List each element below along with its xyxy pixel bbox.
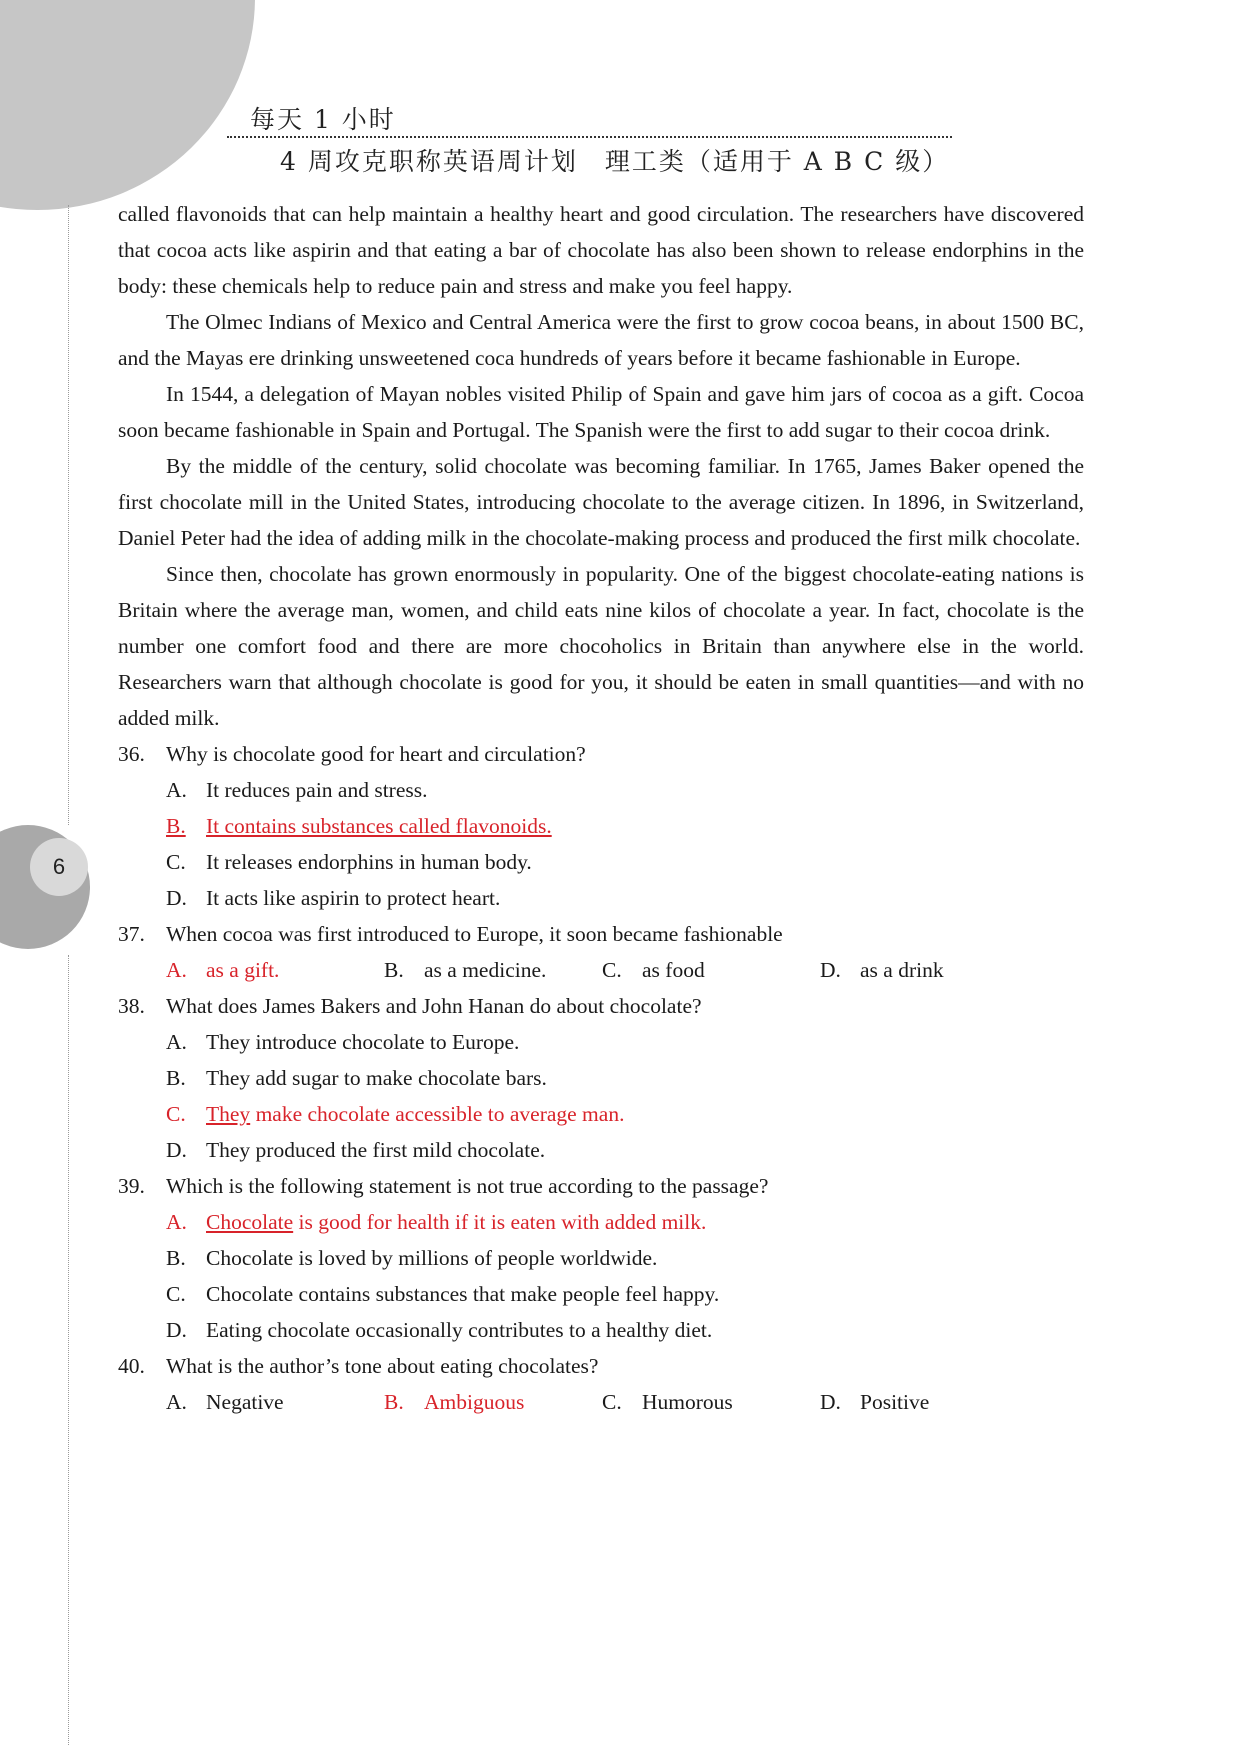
option-39-c: C. Chocolate contains substances that make people feel happy.: [166, 1282, 720, 1306]
passage-paragraph: called flavonoids that can help maintain a healthy heart and good circulation. The researchers have discovered that cocoa acts like aspirin and that eating a bar of chocolate has also been shown to release endorphins in the body: these chemicals help to reduce pain and stress and make you feel happy.: [118, 202, 1084, 298]
question-number: 40.: [118, 1354, 145, 1378]
question-39: [118, 1168, 1084, 1204]
page-number: 6: [30, 838, 88, 896]
option-38-b: B. They add sugar to make chocolate bars.: [166, 1066, 547, 1090]
margin-dotted-line-bottom: [68, 955, 69, 1745]
question-number: 36.: [118, 742, 145, 766]
margin-dotted-line-top: [68, 205, 69, 825]
option-39-d: D. Eating chocolate occasionally contributes to a healthy diet.: [166, 1318, 713, 1342]
question-text: Which is the following statement is not true according to the passage?: [166, 1174, 769, 1198]
option-40-c: C. Humorous: [602, 1390, 733, 1414]
corner-decoration: [0, 0, 255, 210]
option-36-c: C. It releases endorphins in human body.: [166, 850, 532, 874]
passage-paragraph: By the middle of the century, solid chocolate was becoming familiar. In 1765, James Baker opened the first chocolate mill in the United States, introducing chocolate to the average citizen. In 1896, in Switzerland, Daniel Peter had the idea of adding milk in the chocolate-making process and produced the first milk chocolate.: [118, 454, 1084, 550]
option-36-b-answer: B. It contains substances called flavonoids.: [166, 814, 552, 838]
option-37-a-answer: A. as a gift.: [166, 958, 280, 982]
header-subtitle: 4 周攻克职称英语周计划 理工类（适用于 A B C 级）: [280, 147, 950, 176]
option-40-b-answer: B. Ambiguous: [384, 1390, 525, 1414]
option-38-a: A. They introduce chocolate to Europe.: [166, 1030, 520, 1054]
option-39-b: B. Chocolate is loved by millions of people worldwide.: [166, 1246, 658, 1270]
question-text: Why is chocolate good for heart and circulation?: [166, 742, 586, 766]
header-series: 每天 1 小时: [250, 105, 396, 134]
page-content: [118, 196, 1084, 1420]
question-text: When cocoa was first introduced to Europe, it soon became fashionable: [166, 922, 783, 946]
options-37: [166, 952, 1084, 988]
question-text: What does James Bakers and John Hanan do about chocolate?: [166, 994, 702, 1018]
question-number: 37.: [118, 922, 145, 946]
question-37: [118, 916, 1084, 952]
option-37-c: C. as food: [602, 958, 705, 982]
option-39-a-answer: A. Chocolate is good for health if it is eaten with added milk.: [166, 1210, 707, 1234]
question-number: 38.: [118, 994, 145, 1018]
question-40: [118, 1348, 1084, 1384]
passage-paragraph: In 1544, a delegation of Mayan nobles visited Philip of Spain and gave him jars of cocoa as a gift. Cocoa soon became fashionable in Spain and Portugal. The Spanish were the first to add sugar to their cocoa drink.: [118, 382, 1084, 442]
question-38: [118, 988, 1084, 1024]
option-36-d: D. It acts like aspirin to protect heart.: [166, 886, 501, 910]
option-36-a: A. It reduces pain and stress.: [166, 778, 428, 802]
option-37-d: D. as a drink: [820, 958, 944, 982]
option-40-a: A. Negative: [166, 1390, 284, 1414]
options-40: [166, 1384, 1084, 1420]
question-36: [118, 736, 1084, 772]
question-number: 39.: [118, 1174, 145, 1198]
option-37-b: B. as a medicine.: [384, 958, 547, 982]
option-40-d: D. Positive: [820, 1390, 930, 1414]
option-38-d: D. They produced the first mild chocolate.: [166, 1138, 546, 1162]
question-text: What is the author’s tone about eating chocolates?: [166, 1354, 599, 1378]
passage-paragraph: The Olmec Indians of Mexico and Central America were the first to grow cocoa beans, in about 1500 BC, and the Mayas ere drinking unsweetened coca hundreds of years before it became fashionable in Europe.: [118, 310, 1084, 370]
passage-paragraph: Since then, chocolate has grown enormously in popularity. One of the biggest chocolate-eating nations is Britain where the average man, women, and child eats nine kilos of chocolate a year. In fact, chocolate is the number one comfort food and there are more chocoholics in Britain than anywhere else in the world. Researchers warn that although chocolate is good for you, it should be eaten in small quantities—and with no added milk.: [118, 562, 1084, 730]
header-divider: [227, 136, 952, 138]
option-38-c-answer: C. They make chocolate accessible to average man.: [166, 1102, 625, 1126]
